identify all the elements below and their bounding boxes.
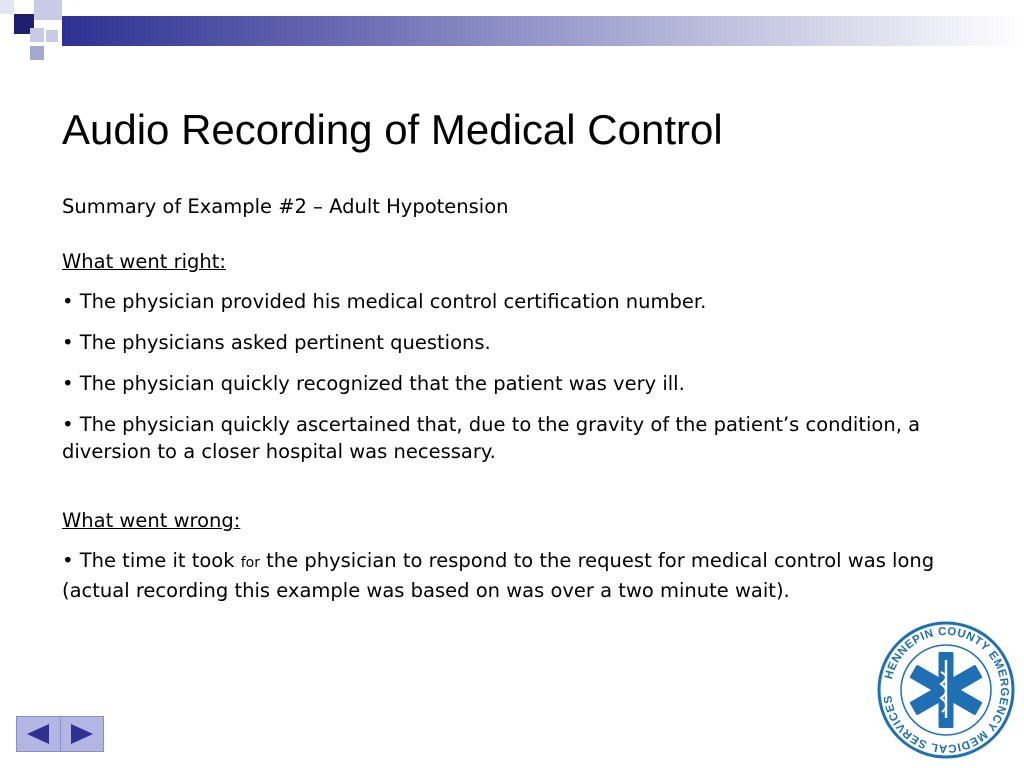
- header-square-light: [46, 30, 58, 42]
- header-square-light: [30, 28, 44, 42]
- logo-ring-text: HENNEPIN COUNTY EMERGENCY MEDICAL SERVICES: [882, 625, 1011, 755]
- list-item: • The time it took for the physician to respond to the request for medical control was long (actual recording this example was based on was over a two minute wait).: [62, 549, 935, 602]
- list-item: • The physician quickly recognized that the patient was very ill.: [62, 372, 685, 395]
- slide-subtitle: Summary of Example #2 – Adult Hypotension: [62, 195, 509, 218]
- header-square-light: [34, 0, 62, 20]
- next-slide-button[interactable]: [61, 717, 104, 751]
- list-item: • The physician quickly ascertained that, due to the gravity of the patient’s condition, a diversion to a closer hospital was necessary.: [62, 413, 921, 463]
- header-square-light: [0, 0, 14, 14]
- list-item: • The physicians asked pertinent questions.: [62, 331, 491, 354]
- wrong-heading: What went wrong:: [62, 509, 241, 532]
- slide-nav: [16, 716, 104, 752]
- slide-body: [62, 193, 962, 618]
- right-arrow-icon: [69, 723, 95, 745]
- hennepin-county-ems-logo: [876, 620, 1016, 760]
- slide-title: Audio Recording of Medical Control: [62, 106, 723, 153]
- header-square-light: [30, 46, 44, 60]
- previous-slide-button[interactable]: [17, 717, 61, 751]
- list-item: • The physician provided his medical control certification number.: [62, 290, 707, 313]
- right-heading: What went right:: [62, 250, 226, 273]
- left-arrow-icon: [25, 723, 51, 745]
- header-gradient-bar: [62, 16, 1024, 46]
